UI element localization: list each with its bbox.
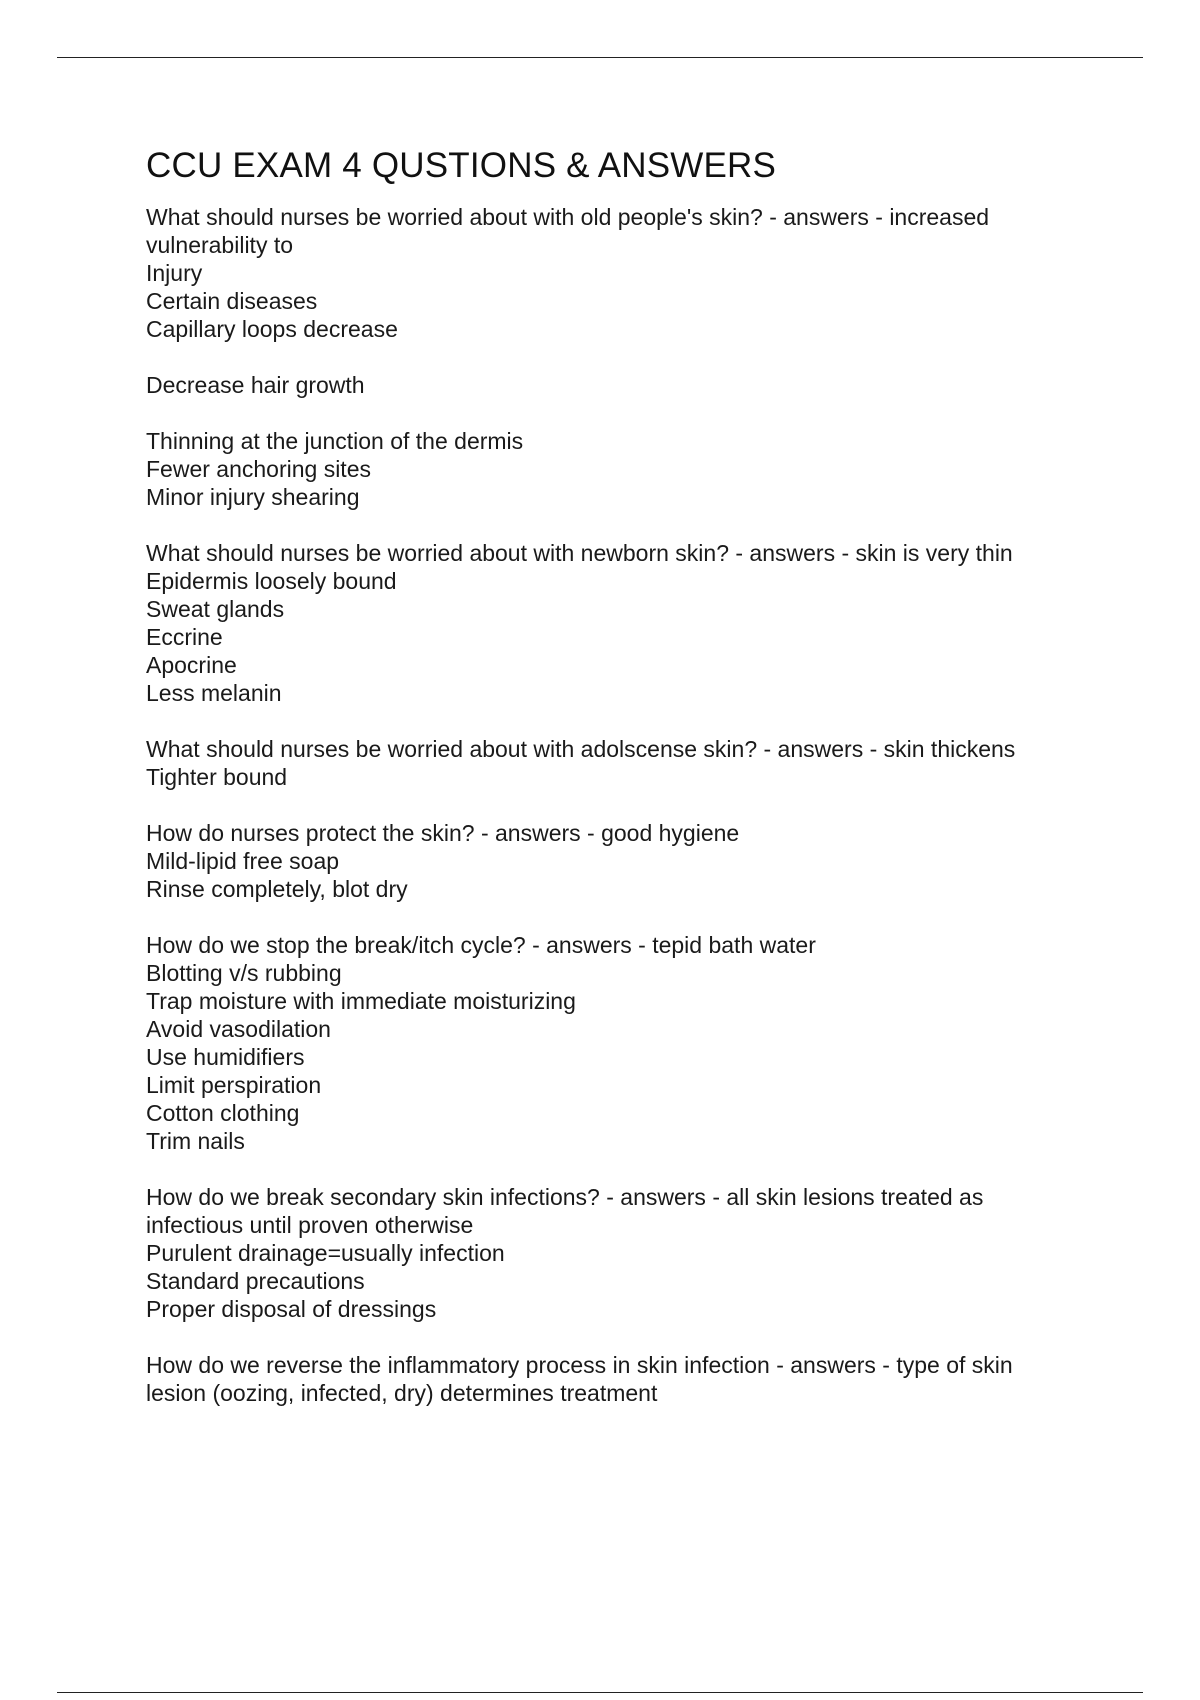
qa-line: What should nurses be worried about with adolscense skin? - answers - skin thickens: [146, 736, 1016, 762]
qa-block: [146, 1351, 1086, 1407]
qa-line: How do we break secondary skin infections? - answers - all skin lesions treated as: [146, 1184, 984, 1210]
qa-line: Eccrine: [146, 624, 223, 650]
qa-line: Minor injury shearing: [146, 484, 360, 510]
qa-line: [146, 399, 1086, 427]
qa-block: [146, 819, 1086, 903]
qa-line: Trim nails: [146, 1128, 245, 1154]
qa-line: Less melanin: [146, 680, 282, 706]
qa-line: Purulent drainage=usually infection: [146, 1240, 505, 1266]
qa-line: How do nurses protect the skin? - answers - good hygiene: [146, 820, 740, 846]
qa-block: [146, 539, 1086, 707]
qa-line: How do we reverse the inflammatory process in skin infection - answers - type of skin: [146, 1352, 1013, 1378]
qa-line: Fewer anchoring sites: [146, 456, 371, 482]
top-rule: [57, 57, 1143, 58]
qa-line: Standard precautions: [146, 1268, 365, 1294]
qa-line: Trap moisture with immediate moisturizing: [146, 988, 576, 1014]
document-body: [146, 142, 1086, 1435]
qa-line: What should nurses be worried about with old people's skin? - answers - increased: [146, 204, 990, 230]
qa-line: What should nurses be worried about with newborn skin? - answers - skin is very thin: [146, 540, 1013, 566]
qa-line: lesion (oozing, infected, dry) determines treatment: [146, 1380, 658, 1406]
qa-line: Proper disposal of dressings: [146, 1296, 437, 1322]
qa-line: Use humidifiers: [146, 1044, 305, 1070]
qa-line: Sweat glands: [146, 596, 285, 622]
qa-line: Thinning at the junction of the dermis: [146, 428, 524, 454]
qa-line: Capillary loops decrease: [146, 316, 398, 342]
qa-line: Blotting v/s rubbing: [146, 960, 342, 986]
qa-line: Epidermis loosely bound: [146, 568, 397, 594]
qa-line: infectious until proven otherwise: [146, 1212, 474, 1238]
qa-block: [146, 735, 1086, 791]
qa-line: [146, 343, 1086, 371]
qa-block: [146, 931, 1086, 1155]
qa-line: Cotton clothing: [146, 1100, 300, 1126]
qa-line: Mild-lipid free soap: [146, 848, 340, 874]
qa-line: How do we stop the break/itch cycle? - answers - tepid bath water: [146, 932, 816, 958]
qa-block: [146, 203, 1086, 511]
qa-line: Certain diseases: [146, 288, 318, 314]
qa-line: Tighter bound: [146, 764, 288, 790]
qa-block: [146, 1183, 1086, 1323]
qa-line: Rinse completely, blot dry: [146, 876, 408, 902]
qa-line: Injury: [146, 260, 203, 286]
qa-line: Limit perspiration: [146, 1072, 322, 1098]
bottom-rule: [57, 1692, 1143, 1693]
qa-line: Apocrine: [146, 652, 237, 678]
qa-line: vulnerability to: [146, 232, 294, 258]
document-title: CCU EXAM 4 QUSTIONS & ANSWERS: [146, 146, 777, 185]
qa-line: Decrease hair growth: [146, 372, 365, 398]
qa-line: Avoid vasodilation: [146, 1016, 331, 1042]
